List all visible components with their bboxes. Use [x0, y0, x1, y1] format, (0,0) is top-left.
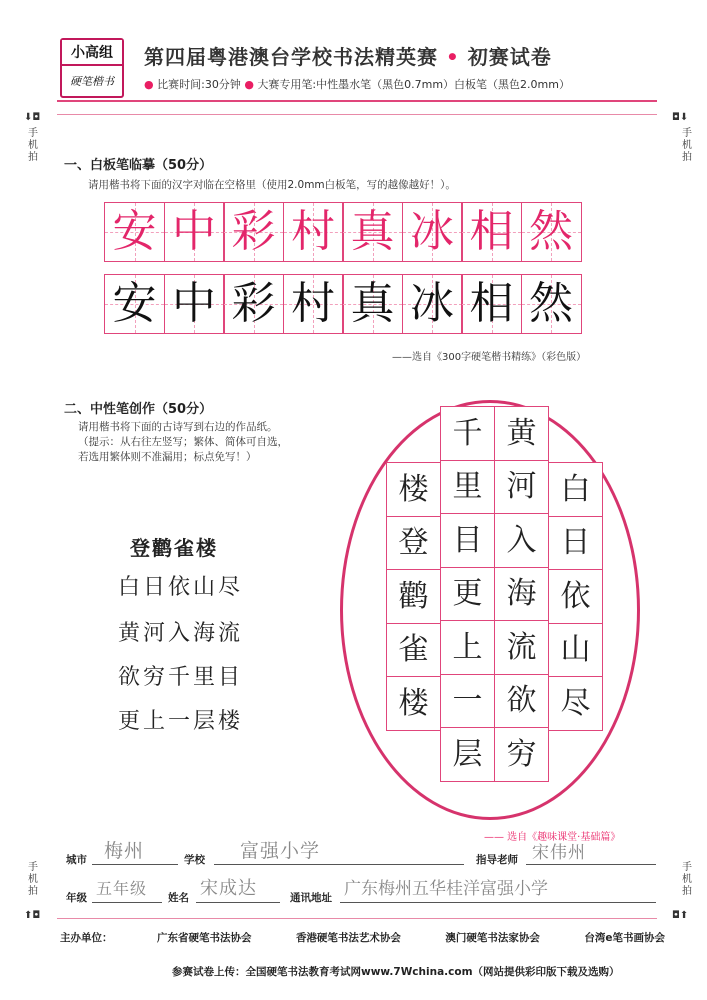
column-1: [548, 462, 603, 731]
pen-label: 大赛专用笔:中性墨水笔（黑色0.7mm）白板笔（黑色2.0mm）: [257, 78, 570, 91]
header-divider: [57, 100, 657, 102]
section1-heading: 一、白板笔临摹（50分）: [64, 158, 213, 173]
time-label: 比赛时间:30分钟: [157, 78, 241, 91]
work-cell: 登: [386, 516, 441, 571]
work-cell: 鹳: [386, 569, 441, 624]
section2-source: —— 选自《趣味课堂·基础篇》: [484, 832, 621, 843]
phone-camera-icon: ◘⬇: [672, 112, 689, 123]
badge-script-label: 硬笔楷书: [70, 75, 114, 88]
work-cell: 山: [548, 623, 603, 678]
side-note-left-top: 手机拍: [28, 128, 38, 163]
footer-divider: [57, 918, 657, 919]
work-cell: 海: [494, 567, 549, 622]
copy-cell[interactable]: 冰: [402, 274, 463, 334]
copy-grid: [104, 274, 580, 334]
teacher-value[interactable]: 宋伟州: [532, 843, 586, 863]
teacher-label: 指导老师: [476, 854, 518, 866]
work-cell: 上: [440, 620, 495, 675]
work-cell: 目: [440, 513, 495, 568]
work-cell: 河: [494, 460, 549, 515]
upload-note: 参赛试卷上传：全国硬笔书法教育考试网www.7Wchina.com（网站提供彩印版下载及选购）: [172, 966, 620, 978]
school-label: 学校: [184, 854, 205, 866]
name-line: [196, 902, 280, 903]
poem-line: 欲穷千里目: [118, 665, 244, 690]
poem-line: 白日依山尽: [118, 575, 244, 600]
work-cell: 千: [440, 406, 495, 461]
column-4: [386, 462, 441, 731]
work-cell: 更: [440, 567, 495, 622]
copy-cell[interactable]: 相: [461, 274, 522, 334]
organizer: 香港硬笔书法艺术协会: [295, 932, 401, 944]
work-cell: 欲: [494, 674, 549, 729]
name-label: 姓名: [168, 892, 189, 904]
work-cell: 里: [440, 460, 495, 515]
section2-instruction-3: 若选用繁体则不准漏用；标点免写！）: [78, 451, 257, 463]
work-cell: 一: [440, 674, 495, 729]
address-value[interactable]: 广东梅州五华桂洋富强小学: [344, 879, 548, 899]
city-label: 城市: [66, 854, 87, 866]
address-line: [340, 902, 656, 903]
work-cell: 穷: [494, 727, 549, 782]
copy-cell[interactable]: 中: [164, 274, 225, 334]
school-value[interactable]: 富强小学: [240, 840, 321, 862]
work-cell: 入: [494, 513, 549, 568]
school-line: [214, 864, 464, 865]
column-3: [440, 406, 495, 782]
title-main: 第四届粤港澳台学校书法精英赛: [144, 45, 438, 69]
work-cell: 黄: [494, 406, 549, 461]
work-cell: 白: [548, 462, 603, 517]
copy-cell[interactable]: 村: [283, 274, 344, 334]
poem-line: 黄河入海流: [118, 621, 244, 646]
model-cell: 然: [521, 202, 582, 262]
work-cell: 日: [548, 516, 603, 571]
model-cell: 村: [283, 202, 344, 262]
exam-info: ● 比赛时间:30分钟 ● 大赛专用笔:中性墨水笔（黑色0.7mm）白板笔（黑色2.0mm）: [144, 78, 570, 91]
model-cell: 中: [164, 202, 225, 262]
section2-heading: 二、中性笔创作（50分）: [64, 402, 213, 417]
side-note-right-bottom: 手机拍: [682, 862, 692, 897]
section2-instruction-2: （提示：从右往左竖写；繁体、简体可自选，: [78, 436, 288, 448]
name-value[interactable]: 宋成达: [200, 878, 257, 899]
phone-camera-icon: ⬇◘: [24, 112, 41, 123]
poem-line: 更上一层楼: [118, 709, 244, 734]
organizer: 广东省硬笔书法协会: [156, 932, 252, 944]
work-cell: 雀: [386, 623, 441, 678]
model-cell: 相: [461, 202, 522, 262]
work-cell: 依: [548, 569, 603, 624]
section1-source: ——选自《300字硬笔楷书精练》（彩色版）: [392, 352, 587, 363]
work-cell: 层: [440, 727, 495, 782]
city-line: [92, 864, 178, 865]
grade-label: 年级: [66, 892, 87, 904]
phone-camera-icon: ⬆◘: [24, 910, 41, 921]
section2-instruction-1: 请用楷书将下面的古诗写到右边的作品纸。: [78, 421, 278, 433]
model-cell: 彩: [223, 202, 284, 262]
copy-cell[interactable]: 安: [104, 274, 165, 334]
title-tail: 初赛试卷: [467, 45, 552, 69]
address-label: 通讯地址: [290, 892, 332, 904]
work-cell: 流: [494, 620, 549, 675]
city-value[interactable]: 梅州: [104, 840, 145, 862]
organizers: [60, 930, 665, 945]
model-grid: [104, 202, 580, 262]
work-cell: 楼: [386, 462, 441, 517]
work-cell: 楼: [386, 676, 441, 731]
model-cell: 冰: [402, 202, 463, 262]
organizer: 澳门硬笔书法家协会: [445, 932, 540, 944]
grade-line: [92, 902, 162, 903]
copy-cell[interactable]: 彩: [223, 274, 284, 334]
organizer: 台湾e笔书画协会: [584, 932, 665, 944]
side-note-right-top: 手机拍: [682, 128, 692, 163]
column-2: [494, 406, 549, 782]
badge-group-label: 小高组: [62, 40, 122, 66]
section1-instruction: 请用楷书将下面的汉字对临在空格里（使用2.0mm白板笔，写的越像越好！）。: [88, 179, 456, 191]
header-divider-thin: [57, 114, 657, 115]
poem-title: 登鹳雀楼: [130, 536, 218, 560]
side-note-left-bottom: 手机拍: [28, 862, 38, 897]
page-title: [144, 41, 552, 70]
model-cell: 真: [342, 202, 403, 262]
model-cell: 安: [104, 202, 165, 262]
grade-value[interactable]: 五年级: [96, 879, 148, 898]
teacher-line: [526, 864, 656, 865]
copy-cell[interactable]: 然: [521, 274, 582, 334]
work-cell: 尽: [548, 676, 603, 731]
group-badge: [60, 38, 124, 98]
host-label: 主办单位：: [60, 932, 113, 944]
title-dot: •: [445, 45, 460, 69]
phone-camera-icon: ◘⬆: [672, 910, 689, 921]
copy-cell[interactable]: 真: [342, 274, 403, 334]
